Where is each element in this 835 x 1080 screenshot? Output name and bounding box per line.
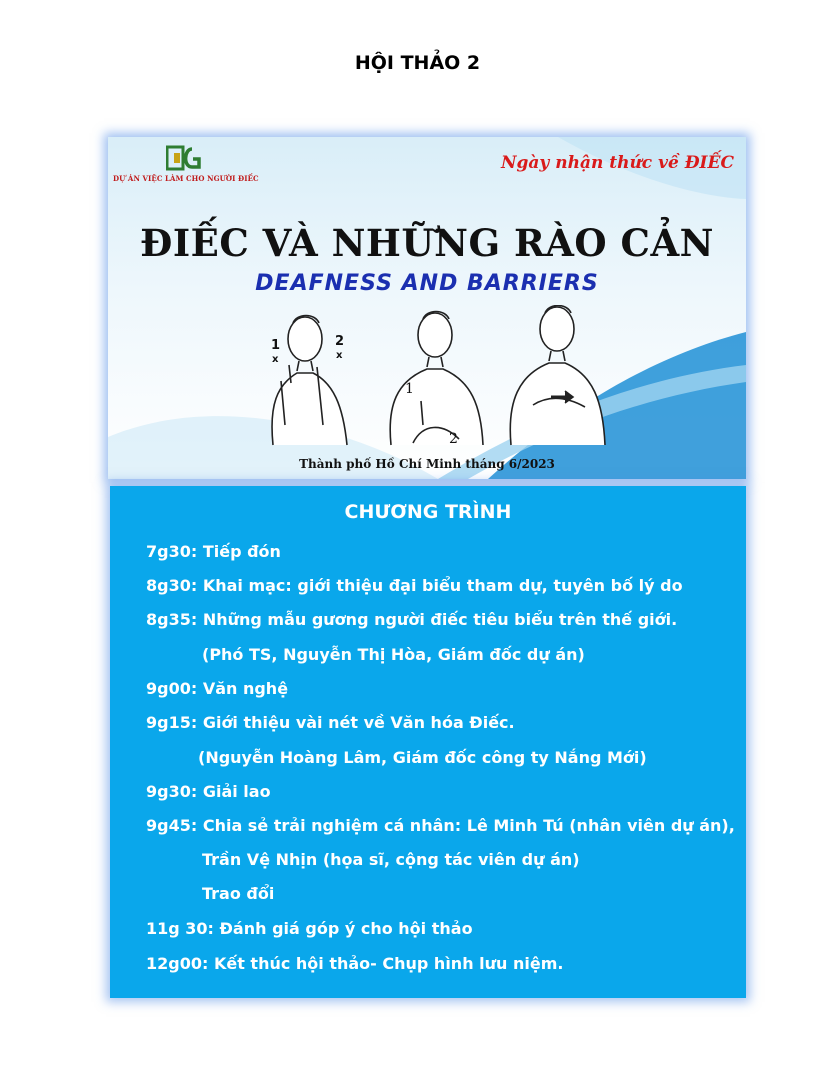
- program-line: 7g30: Tiếp đón: [146, 542, 281, 561]
- sign-mark-5: 1: [405, 381, 414, 397]
- awareness-day-label: Ngày nhận thức về ĐIẾC: [500, 153, 734, 173]
- signer-figure-2: [390, 312, 483, 446]
- program-panel: [110, 486, 746, 998]
- page-heading: HỘI THẢO 2: [354, 52, 481, 74]
- program-line: Trần Vệ Nhịn (họa sĩ, cộng tác viên dự án): [202, 850, 580, 869]
- program-line: (Phó TS, Nguyễn Thị Hòa, Giám đốc dự án): [202, 645, 585, 664]
- sign-mark-4: x: [336, 350, 343, 361]
- program-line: 8g35: Những mẫu gương người điếc tiêu biểu trên thế giới.: [146, 610, 678, 629]
- program-line: Trao đổi: [202, 884, 275, 903]
- program-line: 8g30: Khai mạc: giới thiệu đại biểu tham dự, tuyên bố lý do: [146, 576, 683, 595]
- sign-mark-1: 1: [271, 338, 281, 353]
- sign-language-illustration: [263, 305, 613, 455]
- program-line: (Nguyễn Hoàng Lâm, Giám đốc công ty Nắng Mới): [198, 748, 647, 767]
- banner-title-english: DEAFNESS AND BARRIERS: [255, 271, 599, 296]
- program-line: 9g30: Giải lao: [146, 782, 271, 801]
- program-line: 12g00: Kết thúc hội thảo- Chụp hình lưu niệm.: [146, 954, 564, 973]
- program-line: 9g00: Văn nghệ: [146, 679, 289, 698]
- program-line: 9g45: Chia sẻ trải nghiệm cá nhân: Lê Minh Tú (nhân viên dự án),: [146, 816, 735, 835]
- program-title: CHƯƠNG TRÌNH: [344, 501, 512, 523]
- program-line: 9g15: Giới thiệu vài nét về Văn hóa Điếc.: [146, 713, 515, 732]
- logo-caption: DỰ ÁN VIỆC LÀM CHO NGƯỜI ĐIẾC: [113, 174, 259, 183]
- sign-mark-6: 2: [449, 431, 458, 447]
- sign-mark-2: x: [272, 354, 279, 365]
- project-logo-icon: [166, 145, 202, 171]
- sign-mark-3: 2: [335, 334, 345, 349]
- program-line: 11g 30: Đánh giá góp ý cho hội thảo: [146, 919, 473, 938]
- banner-title-vietnamese: ĐIẾC VÀ NHỮNG RÀO CẢN: [140, 221, 714, 265]
- banner-city-date: Thành phố Hồ Chí Minh tháng 6/2023: [299, 457, 555, 471]
- event-banner: [108, 137, 746, 479]
- signer-figure-3: [510, 306, 605, 446]
